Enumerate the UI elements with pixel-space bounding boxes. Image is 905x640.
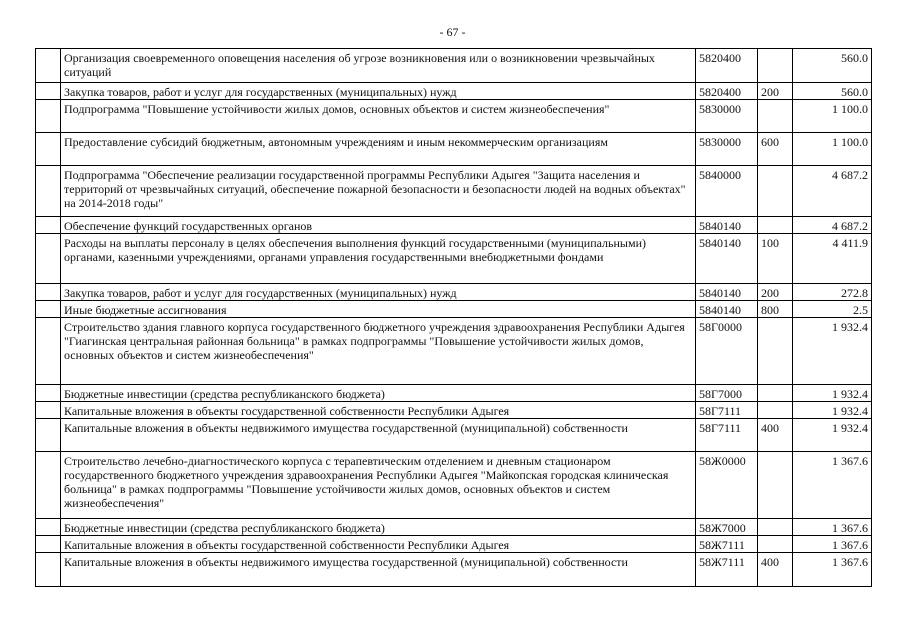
row-amount: 4 411.9 — [793, 234, 872, 284]
row-expense-type: 200 — [758, 284, 793, 301]
row-expense-type — [758, 318, 793, 385]
table-row — [36, 402, 872, 419]
table-row — [36, 452, 872, 519]
table-row — [36, 217, 872, 234]
row-description: Капитальные вложения в объекты государственной собственности Республики Адыгея — [61, 536, 696, 553]
row-target-code: 58Ж7111 — [696, 536, 758, 553]
row-expense-type — [758, 100, 793, 133]
row-amount: 4 687.2 — [793, 166, 872, 217]
row-amount: 1 100.0 — [793, 100, 872, 133]
row-blank-cell — [36, 536, 61, 553]
row-amount: 1 932.4 — [793, 419, 872, 452]
row-description: Строительство здания главного корпуса государственного бюджетного учреждения здравоохранения Республики Адыгея "Гиагинская центральная районная больница" в рамках подпрограммы "Повышение устойчивости жилых домов, основных объектов и систем жизнеобеспечения" — [61, 318, 696, 385]
table-row — [36, 553, 872, 587]
row-blank-cell — [36, 234, 61, 284]
row-expense-type — [758, 166, 793, 217]
row-target-code: 58Г7111 — [696, 402, 758, 419]
row-expense-type — [758, 217, 793, 234]
row-expense-type: 400 — [758, 419, 793, 452]
row-description: Иные бюджетные ассигнования — [61, 301, 696, 318]
row-expense-type: 200 — [758, 83, 793, 100]
row-blank-cell — [36, 301, 61, 318]
row-amount: 2.5 — [793, 301, 872, 318]
table-row — [36, 301, 872, 318]
row-blank-cell — [36, 419, 61, 452]
row-amount: 272.8 — [793, 284, 872, 301]
row-description: Расходы на выплаты персоналу в целях обеспечения выполнения функций государственными (муниципальными) органами, казенными учреждениями, органами управления государственными внебюджетными фондами — [61, 234, 696, 284]
row-target-code: 5830000 — [696, 133, 758, 166]
table-row — [36, 49, 872, 83]
table-row — [36, 234, 872, 284]
row-blank-cell — [36, 284, 61, 301]
row-blank-cell — [36, 100, 61, 133]
row-description: Подпрограмма "Обеспечение реализации государственной программы Республики Адыгея "Защита населения и территорий от чрезвычайных ситуаций, обеспечение пожарной безопасности и безопасности людей на водных объектах" на 2014-2018 годы" — [61, 166, 696, 217]
row-target-code: 5820400 — [696, 83, 758, 100]
row-amount: 1 932.4 — [793, 385, 872, 402]
row-blank-cell — [36, 133, 61, 166]
row-description: Бюджетные инвестиции (средства республиканского бюджета) — [61, 519, 696, 536]
row-description: Организация своевременного оповещения населения об угрозе возникновения или о возникновении чрезвычайных ситуаций — [61, 49, 696, 83]
row-target-code: 58Ж0000 — [696, 452, 758, 519]
budget-table-body — [36, 49, 872, 587]
row-expense-type: 800 — [758, 301, 793, 318]
row-blank-cell — [36, 49, 61, 83]
row-target-code: 58Г7111 — [696, 419, 758, 452]
row-amount: 1 367.6 — [793, 452, 872, 519]
row-amount: 560.0 — [793, 83, 872, 100]
row-target-code: 5820400 — [696, 49, 758, 83]
row-description: Капитальные вложения в объекты государственной собственности Республики Адыгея — [61, 402, 696, 419]
row-expense-type — [758, 519, 793, 536]
row-description: Строительство лечебно-диагностического корпуса с терапевтическим отделением и дневным стационаром государственного бюджетного учреждения здравоохранения Республики Адыгея "Майкопская городская клиническая больница" в рамках подпрограммы "Повышение устойчивости жилых домов, основных объектов и систем жизнеобеспечения" — [61, 452, 696, 519]
row-target-code: 5840000 — [696, 166, 758, 217]
row-expense-type — [758, 385, 793, 402]
row-blank-cell — [36, 519, 61, 536]
row-description: Обеспечение функций государственных органов — [61, 217, 696, 234]
row-target-code: 58Г0000 — [696, 318, 758, 385]
row-target-code: 58Ж7000 — [696, 519, 758, 536]
row-amount: 1 367.6 — [793, 553, 872, 587]
table-row — [36, 133, 872, 166]
row-target-code: 5840140 — [696, 217, 758, 234]
row-amount: 1 367.6 — [793, 536, 872, 553]
table-row — [36, 83, 872, 100]
row-description: Капитальные вложения в объекты недвижимого имущества государственной (муниципальной) собственности — [61, 419, 696, 452]
row-blank-cell — [36, 553, 61, 587]
row-blank-cell — [36, 166, 61, 217]
row-expense-type: 100 — [758, 234, 793, 284]
row-amount: 1 367.6 — [793, 519, 872, 536]
row-expense-type — [758, 49, 793, 83]
row-description: Закупка товаров, работ и услуг для государственных (муниципальных) нужд — [61, 83, 696, 100]
budget-table — [35, 48, 872, 587]
table-row — [36, 284, 872, 301]
table-row — [36, 100, 872, 133]
row-amount: 1 932.4 — [793, 318, 872, 385]
row-description: Подпрограмма "Повышение устойчивости жилых домов, основных объектов и систем жизнеобеспечения" — [61, 100, 696, 133]
table-row — [36, 385, 872, 402]
table-row — [36, 519, 872, 536]
row-expense-type — [758, 402, 793, 419]
row-amount: 1 932.4 — [793, 402, 872, 419]
table-row — [36, 536, 872, 553]
row-expense-type — [758, 536, 793, 553]
row-amount: 4 687.2 — [793, 217, 872, 234]
row-target-code: 5840140 — [696, 301, 758, 318]
page-number: - 67 - — [439, 25, 466, 39]
table-row — [36, 166, 872, 217]
table-row — [36, 419, 872, 452]
row-blank-cell — [36, 452, 61, 519]
row-target-code: 5840140 — [696, 284, 758, 301]
row-target-code: 58Г7000 — [696, 385, 758, 402]
row-blank-cell — [36, 217, 61, 234]
row-blank-cell — [36, 318, 61, 385]
row-blank-cell — [36, 83, 61, 100]
row-amount: 560.0 — [793, 49, 872, 83]
row-amount: 1 100.0 — [793, 133, 872, 166]
table-row — [36, 318, 872, 385]
row-expense-type — [758, 452, 793, 519]
row-target-code: 5840140 — [696, 234, 758, 284]
row-target-code: 5830000 — [696, 100, 758, 133]
row-description: Капитальные вложения в объекты недвижимого имущества государственной (муниципальной) собственности — [61, 553, 696, 587]
row-expense-type: 400 — [758, 553, 793, 587]
row-description: Предоставление субсидий бюджетным, автономным учреждениям и иным некоммерческим организациям — [61, 133, 696, 166]
row-target-code: 58Ж7111 — [696, 553, 758, 587]
row-description: Бюджетные инвестиции (средства республиканского бюджета) — [61, 385, 696, 402]
row-blank-cell — [36, 402, 61, 419]
row-description: Закупка товаров, работ и услуг для государственных (муниципальных) нужд — [61, 284, 696, 301]
row-blank-cell — [36, 385, 61, 402]
row-expense-type: 600 — [758, 133, 793, 166]
